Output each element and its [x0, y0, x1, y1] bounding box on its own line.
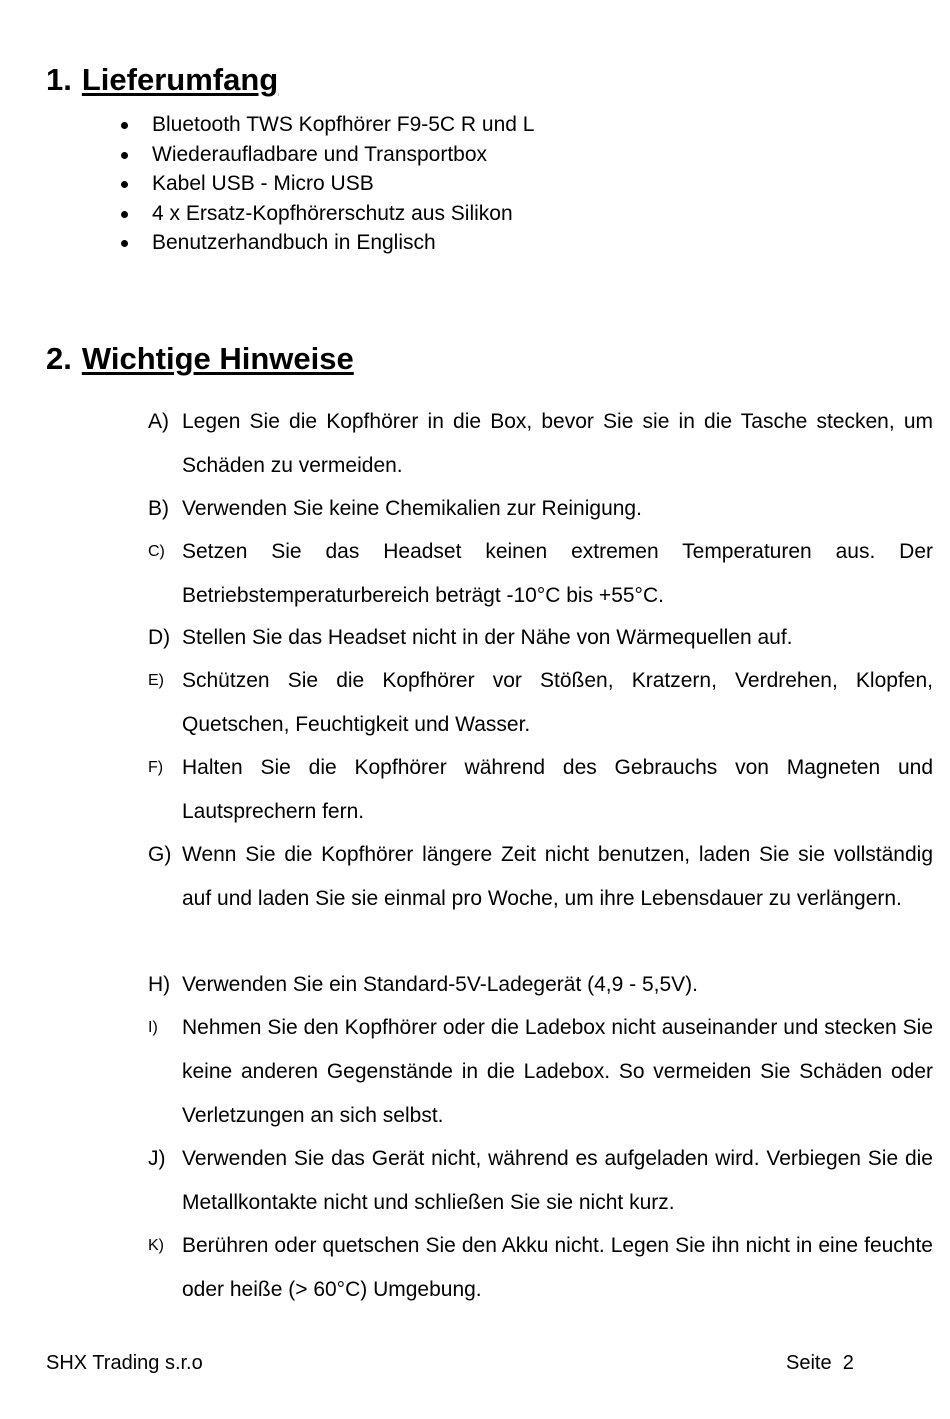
note-letter: E) — [148, 672, 164, 689]
list-item-text: 4 x Ersatz-Kopfhörerschutz aus Silikon — [152, 201, 513, 225]
section-title: Wichtige Hinweise — [81, 341, 354, 376]
note-text: Verwenden Sie ein Standard-5V-Ladegerät (4,9 - 5,5V). — [182, 973, 698, 996]
section-number: 2. — [46, 341, 72, 376]
list-item-text: Benutzerhandbuch in Englisch — [152, 231, 436, 255]
note-letter: C) — [148, 543, 165, 560]
bullet-icon — [121, 240, 128, 247]
note-letter: B) — [148, 497, 169, 520]
note-text: Verwenden Sie das Gerät nicht, während es aufgeladen wird. Verbiegen Sie die Metallkontakte nicht und schließen Sie sie nicht kurz. — [182, 1147, 933, 1214]
list-item-text: Wiederaufladbare und Transportbox — [152, 142, 488, 166]
list-item-text: Bluetooth TWS Kopfhörer F9-5C R und L — [152, 113, 535, 136]
note-text: Verwenden Sie keine Chemikalien zur Reinigung. — [182, 497, 642, 520]
note-text: Berühren oder quetschen Sie den Akku nicht. Legen Sie ihn nicht in eine feuchte oder heiße (> 60°C) Umgebung. — [182, 1234, 933, 1301]
note-text: Schützen Sie die Kopfhörer vor Stößen, Kratzern, Verdrehen, Klopfen, Quetschen, Feuchtigkeit und Wasser. — [182, 669, 933, 736]
list-item-text: Kabel USB - Micro USB — [152, 172, 374, 196]
note-text: Halten Sie die Kopfhörer während des Gebrauchs von Magneten und Lautsprechern fern. — [182, 756, 933, 823]
note-letter: K) — [148, 1237, 164, 1254]
bullet-icon — [121, 211, 128, 218]
footer-company: SHX Trading s.r.o — [46, 1352, 203, 1374]
note-text: Nehmen Sie den Kopfhörer oder die Ladebox nicht auseinander und stecken Sie keine anderen Gegenstände in die Ladebox. So vermeiden Sie Schäden oder Verletzungen an sich selbst. — [182, 1016, 933, 1127]
bullet-icon — [121, 152, 128, 159]
note-letter: H) — [148, 973, 171, 996]
section-heading-wichtige-hinweise — [46, 341, 354, 377]
note-text: Setzen Sie das Headset keinen extremen Temperaturen aus. Der Betriebstemperaturbereich beträgt -10°C bis +55°C. — [182, 540, 933, 607]
note-text: Legen Sie die Kopfhörer in die Box, bevor Sie sie in die Tasche stecken, um Schäden zu vermeiden. — [182, 410, 933, 477]
section-title: Lieferumfang — [81, 62, 279, 97]
bullet-icon — [121, 181, 128, 188]
note-letter: A) — [148, 410, 169, 433]
note-text: Stellen Sie das Headset nicht in der Nähe von Wärmequellen auf. — [182, 626, 793, 649]
footer-page-number: Seite 2 — [786, 1352, 854, 1374]
section-heading-lieferumfang — [46, 62, 278, 98]
section-number: 1. — [46, 62, 72, 97]
note-letter: G) — [148, 843, 172, 866]
note-text: Wenn Sie die Kopfhörer längere Zeit nicht benutzen, laden Sie sie vollständig auf und laden Sie sie einmal pro Woche, um ihre Lebensdauer zu verlängern. — [182, 843, 933, 910]
note-letter: I) — [148, 1019, 158, 1036]
bullet-icon — [121, 122, 128, 129]
note-letter: D) — [148, 626, 171, 649]
note-letter: J) — [148, 1147, 166, 1170]
note-letter: F) — [148, 759, 164, 776]
